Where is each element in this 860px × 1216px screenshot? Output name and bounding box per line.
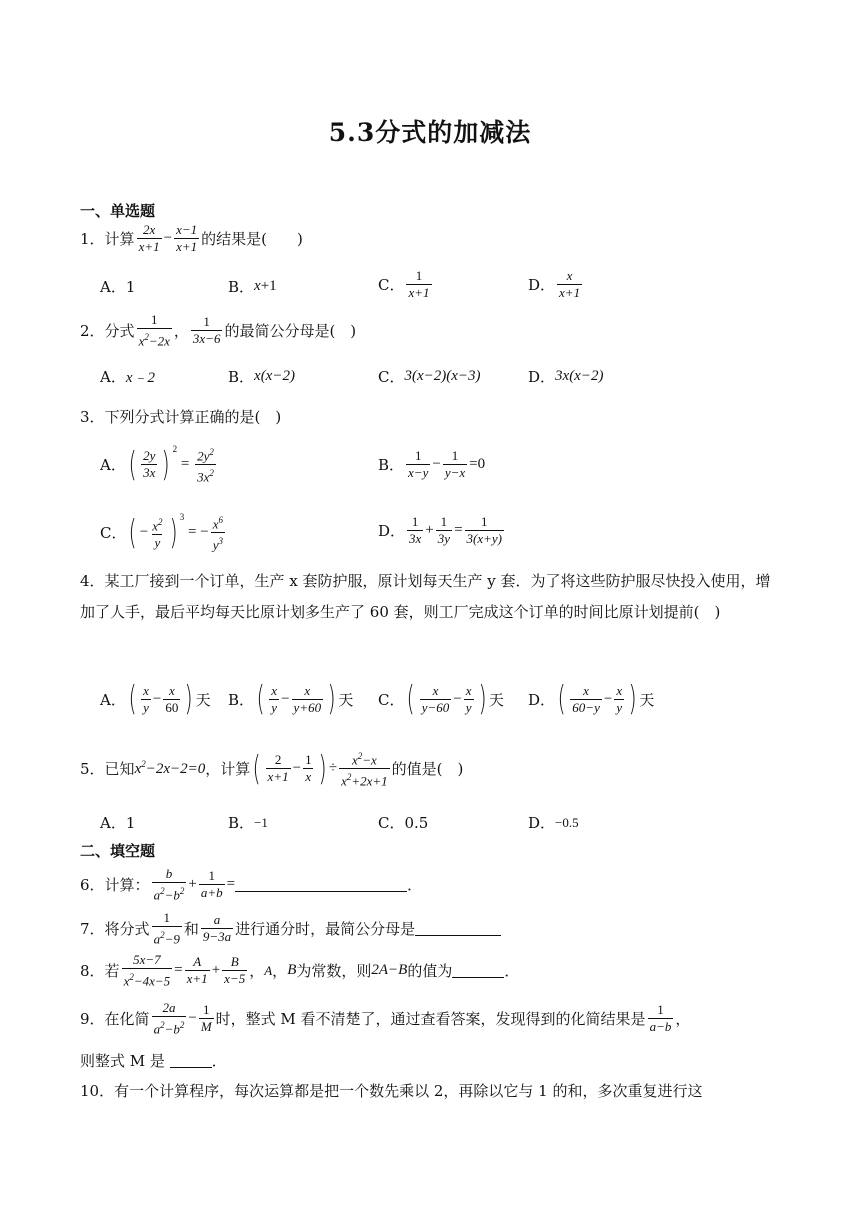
section-heading-fill-blank: 二、填空题: [80, 842, 156, 860]
question-2: [80, 312, 356, 349]
option-label: C．: [378, 368, 405, 386]
unit-label: 天: [639, 690, 655, 709]
question-text: 10．有一个计算程序，每次运算都是把一个数先乘以 2，再除以它与 1 的和，多次重复进行这: [80, 1082, 703, 1100]
question-6: 6． 计算： $\frac{b}{a^2-b^2}$ + $\frac{1}{a+b}$ = ．: [80, 866, 423, 903]
question-number: 9．: [80, 1010, 105, 1029]
option-a[interactable]: A． ( $\frac{x}{y}$ − $\frac{x}{60}$ ) 天: [100, 679, 211, 719]
option-label: D．: [528, 690, 556, 709]
answer-blank[interactable]: [170, 1053, 212, 1068]
question-number: 5．: [80, 760, 105, 779]
option-label: A．1: [100, 278, 136, 296]
option-d[interactable]: D． ( $\frac{x}{60-y}$ − $\frac{x}{y}$ ) 天: [528, 679, 655, 719]
option-label: A．: [100, 368, 126, 386]
option-d[interactable]: D． 3x(x−2): [528, 368, 604, 386]
option-label: D．: [528, 276, 556, 294]
question-text: 3．下列分式计算正确的是( ): [80, 408, 282, 426]
question-lead: 分式: [104, 322, 135, 341]
option-label: C．: [100, 524, 127, 543]
option-a[interactable]: [100, 276, 135, 297]
option-label: B．: [228, 814, 255, 832]
fraction: $\frac{2x}{x+1}$: [138, 222, 160, 254]
option-b[interactable]: B． ( $\frac{x}{y}$ − $\frac{x}{y+60}$ ) 天: [228, 679, 354, 719]
question-8: 8． 若 $\frac{5x-7}{x^2-4x-5}$ = $\frac{A}{x+1}$ + $\frac{B}{x-5}$ ， A ， B 为常数，则 2A−B 的值为 ．: [80, 952, 520, 989]
question-tail: 的值是( ): [391, 760, 464, 779]
question-3: [80, 406, 281, 427]
question-4: 4．某工厂接到一个订单，生产 x 套防护服，原计划每天生产 y 套．为了将这些防护服尽快投入使用，增加了人手，最后平均每天比原计划多生产了 60 套，则工厂完成这个订单的时间比原计划提前( ): [80, 572, 771, 621]
fraction: $\frac{x-1}{x+1}$: [176, 222, 198, 254]
question-lead: 计算: [104, 230, 135, 248]
question-number: 1．: [80, 230, 105, 248]
question-1: 1． 计算 $\frac{2x}{x+1}$ − $\frac{x-1}{x+1}$ 的结果是( ): [80, 222, 303, 254]
question-lead: 将分式: [104, 920, 150, 939]
question-mid: ，计算: [205, 760, 251, 779]
question-lead: 计算：: [104, 876, 150, 895]
question-9-line-2: [80, 1050, 227, 1071]
option-a[interactable]: [100, 812, 135, 833]
option-label: A．1: [100, 814, 136, 832]
fraction: $\frac{1}{x^2-2x}$: [138, 312, 170, 349]
option-label: C．: [378, 276, 405, 294]
unit-label: 天: [195, 690, 211, 709]
option-a[interactable]: A． ( $\frac{2y}{3x}$ ) $^2$ = $\frac{2y^2}{3x^2}$: [100, 444, 214, 485]
option-label: A．: [100, 690, 126, 709]
question-7: 7． 将分式 $\frac{1}{a^2-9}$ 和 $\frac{a}{9-3a}$ 进行通分时，最简公分母是: [80, 910, 501, 947]
option-label: D．: [528, 814, 556, 832]
question-9: 9． 在化简 $\frac{2a}{a^2-b^2}$ − $\frac{1}{M}$ 时，整式 M 看不清楚了，通过查看答案，发现得到的化简结果是 $\frac{1}{a-b}$ ，: [80, 1000, 691, 1037]
question-number: 8．: [80, 962, 105, 981]
question-tail: ．: [407, 876, 423, 895]
option-value: −1: [254, 814, 268, 830]
question-lead: 若: [104, 962, 120, 981]
question-tail: 的结果是( ): [201, 230, 303, 248]
question-end: ，: [675, 1010, 691, 1029]
fraction: $\frac{1}{3x-6}$: [192, 314, 221, 347]
question-10: [80, 1080, 702, 1101]
option-label: B．: [228, 368, 255, 386]
question-mid: 和: [183, 920, 199, 939]
page-title: 5.3分式的加减法: [328, 118, 532, 147]
question-tail: 进行通分时，最简公分母是: [235, 920, 416, 939]
option-label: C．0.5: [378, 814, 429, 832]
option-c[interactable]: [378, 812, 428, 833]
option-label: B．: [378, 456, 405, 474]
option-b[interactable]: [228, 812, 268, 833]
option-b[interactable]: B． $\frac{1}{x-y}$ − $\frac{1}{y-x}$ =0: [378, 448, 486, 480]
question-lead: 已知: [104, 760, 135, 779]
option-b[interactable]: B． x +1: [228, 278, 277, 296]
question-number: 7．: [80, 920, 105, 939]
question-end: ．: [504, 962, 520, 981]
option-d[interactable]: D． $\frac{1}{3x}$ + $\frac{1}{3y}$ = $\frac{1}{3(x+y)}$: [378, 514, 503, 546]
option-c[interactable]: C． ( $\frac{x}{y-60}$ − $\frac{x}{y}$ ) 天: [378, 679, 504, 719]
question-mid: 为常数，则: [296, 962, 372, 981]
option-value: −0.5: [555, 814, 579, 830]
option-d[interactable]: [528, 812, 579, 833]
option-label: B．: [228, 690, 255, 709]
answer-blank[interactable]: [235, 877, 407, 892]
answer-blank[interactable]: [452, 963, 504, 978]
answer-blank[interactable]: [415, 921, 501, 936]
question-tail: 的值为: [407, 962, 453, 981]
option-label: A．: [100, 456, 126, 475]
option-label: D．: [528, 368, 556, 386]
question-number: 2．: [80, 322, 105, 341]
separator: ，: [173, 322, 189, 341]
question-mid: ，: [249, 962, 265, 981]
option-label: C．: [378, 690, 405, 709]
option-c[interactable]: C． ( − $\frac{x^2}{y}$ ) $^3$ = − $\frac{x^6}{y^3}$: [100, 512, 223, 553]
unit-label: 天: [338, 690, 354, 709]
option-value: x﹣2: [125, 370, 156, 386]
section-heading-single-choice: 一、单选题: [80, 202, 156, 220]
unit-label: 天: [488, 690, 504, 709]
option-b[interactable]: B． x(x−2): [228, 368, 295, 386]
question-text: 则整式 M 是: [80, 1052, 165, 1070]
question-mid: 时，整式 M 看不清楚了，通过查看答案，发现得到的化简结果是: [215, 1010, 646, 1029]
question-5: 5． 已知 $x^2-2x-2=0$ ，计算 ( $\frac{2}{x+1}$ − $\frac{1}{x}$ ) ÷ $\frac{x^2-x}{x^2+2x+1}$ 的值是( ): [80, 748, 464, 789]
option-label: D．: [378, 522, 406, 540]
question-tail: 的最简公分母是( ): [224, 322, 357, 341]
option-label: B．: [228, 278, 255, 296]
option-c[interactable]: C． 3(x−2)(x−3): [378, 368, 481, 386]
question-lead: 在化简: [104, 1010, 150, 1029]
question-end: ．: [211, 1052, 227, 1070]
question-number: 6．: [80, 876, 105, 895]
option-a[interactable]: [100, 366, 155, 387]
option-d[interactable]: D． $\frac{x}{x+1}$: [528, 268, 581, 300]
option-c[interactable]: C． $\frac{1}{x+1}$: [378, 268, 430, 300]
